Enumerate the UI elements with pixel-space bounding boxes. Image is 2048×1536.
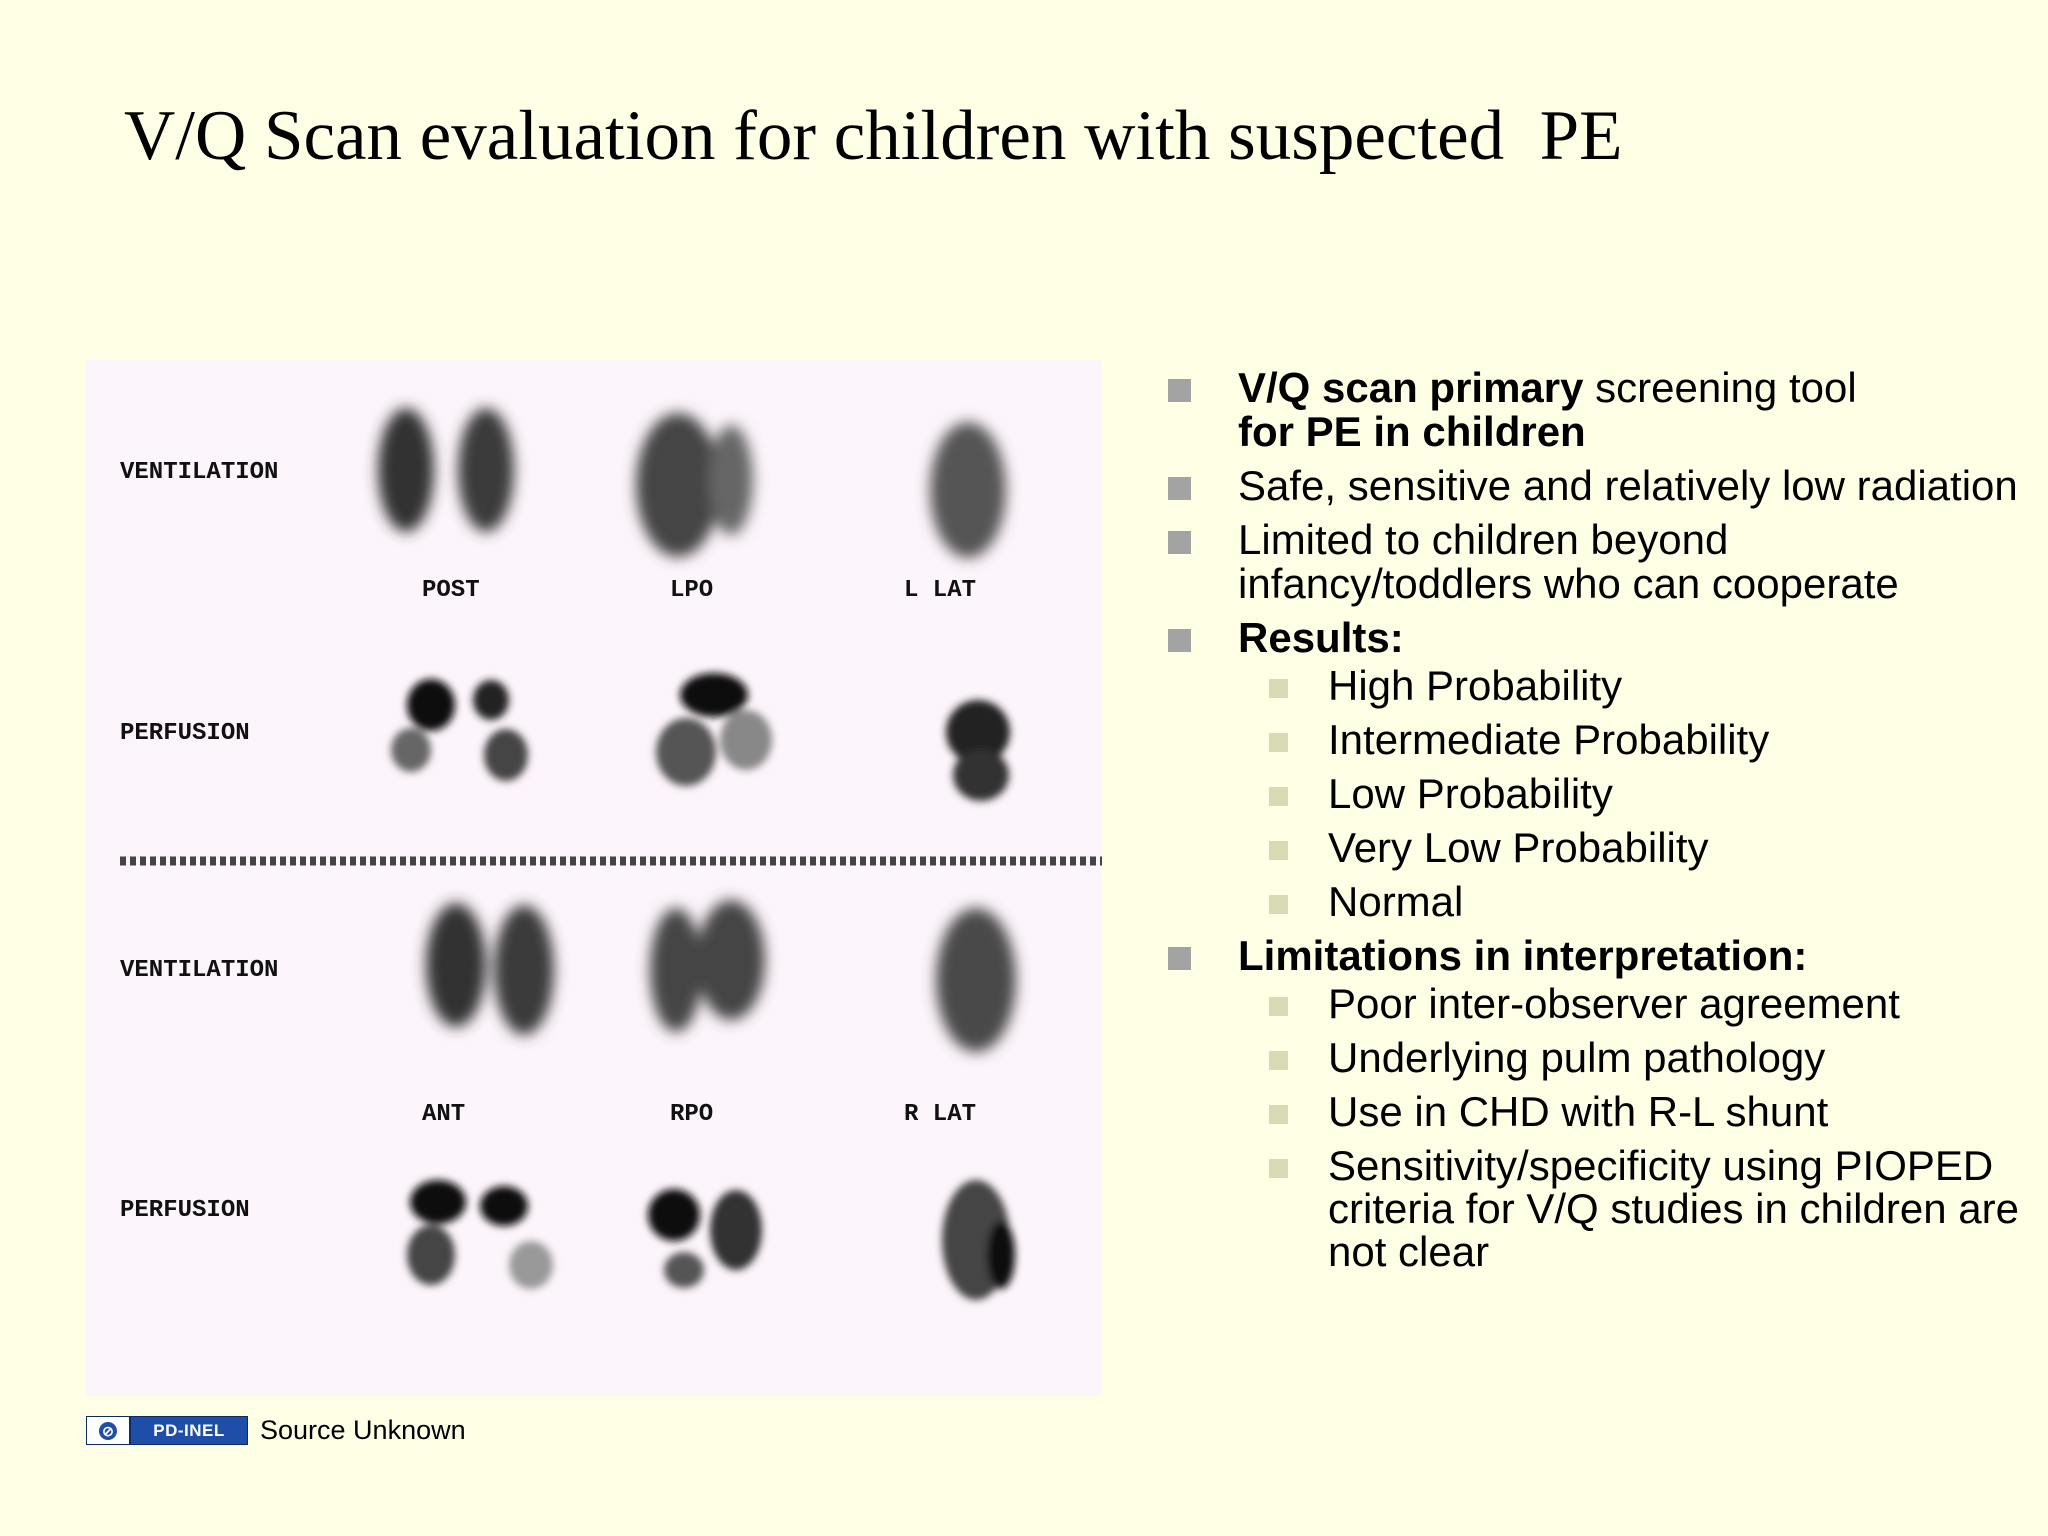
bullet-square-icon <box>1168 947 1191 970</box>
lung-image-vent-post <box>378 408 514 532</box>
row-label-ventilation-2: VENTILATION <box>120 957 279 984</box>
sub-bullet-item <box>1166 982 2026 1026</box>
lung-image-perf-post <box>391 679 528 781</box>
sub-bullet-text: Low Probability <box>1328 770 1613 817</box>
sub-bullet-square-icon <box>1269 1159 1288 1178</box>
sub-bullet-square-icon <box>1269 997 1288 1016</box>
sub-bullet-item <box>1166 718 2026 762</box>
sub-bullet-text: High Probability <box>1328 662 1623 709</box>
sub-bullet-square-icon <box>1269 787 1288 806</box>
sub-bullet-square-icon <box>1269 895 1288 914</box>
bullet-item <box>1166 518 2026 606</box>
view-label-rpo: RPO <box>670 1101 714 1128</box>
view-label-r-lat: R LAT <box>904 1101 977 1128</box>
sub-bullet-item <box>1166 1144 2026 1273</box>
view-label-post: POST <box>422 577 480 604</box>
lung-image-perf-ant <box>407 1180 553 1289</box>
bullet-text: Results: <box>1238 614 1404 661</box>
sub-bullet-item <box>1166 664 2026 708</box>
sub-bullet-square-icon <box>1269 1051 1288 1070</box>
sub-bullet-list <box>1166 664 2026 924</box>
attribution <box>86 1415 466 1446</box>
bullet-text: Limitations in interpretation: <box>1238 932 1808 979</box>
lung-image-vent-lpo <box>636 413 753 557</box>
sub-bullet-item <box>1166 772 2026 816</box>
bullet-bold-text: V/Q scan primary <box>1238 364 1584 411</box>
sub-bullet-square-icon <box>1269 679 1288 698</box>
sub-bullet-text: Sensitivity/specificity using PIOPED criteria for V/Q studies in children are not clear <box>1328 1142 2019 1275</box>
lung-image-vent-llat <box>930 422 1006 558</box>
sub-bullet-square-icon <box>1269 733 1288 752</box>
lung-image-perf-lpo <box>656 673 772 786</box>
row-label-ventilation-1: VENTILATION <box>120 459 279 486</box>
bullet-item <box>1166 464 2026 508</box>
bullet-text: screening tool <box>1583 364 1857 411</box>
sub-bullet-item <box>1166 1090 2026 1134</box>
bullet-text: Limited to children beyond infancy/toddlers who can cooperate <box>1238 516 1899 607</box>
sub-bullet-item <box>1166 1036 2026 1080</box>
source-text: Source Unknown <box>260 1415 466 1445</box>
vq-scan-image <box>86 360 1102 1396</box>
sub-bullet-square-icon <box>1269 841 1288 860</box>
sub-bullet-square-icon <box>1269 1105 1288 1124</box>
bullet-square-icon <box>1168 629 1191 652</box>
lung-image-vent-rlat <box>936 908 1016 1052</box>
license-badge-text: PD-INEL <box>153 1420 225 1440</box>
bullet-square-icon <box>1168 531 1191 554</box>
lung-image-perf-rpo <box>648 1189 762 1288</box>
sub-bullet-text: Intermediate Probability <box>1328 716 1770 763</box>
sub-bullet-text: Underlying pulm pathology <box>1328 1034 1826 1081</box>
row-label-perfusion-2: PERFUSION <box>120 1197 250 1224</box>
lung-image-vent-ant <box>426 903 554 1035</box>
bullet-bold-text: for PE in children <box>1238 408 1586 455</box>
bullet-item <box>1166 616 2026 924</box>
bullet-item <box>1166 366 2026 454</box>
sub-bullet-list <box>1166 982 2026 1273</box>
bullet-text: Safe, sensitive and relatively low radiation <box>1238 462 2018 509</box>
lung-image-perf-rlat <box>942 1180 1015 1300</box>
view-label-l-lat: L LAT <box>904 577 977 604</box>
sub-bullet-text: Normal <box>1328 878 1464 925</box>
license-badge <box>86 1416 248 1445</box>
sub-bullet-item <box>1166 880 2026 924</box>
bullet-square-icon <box>1168 379 1191 402</box>
sub-bullet-text: Poor inter-observer agreement <box>1328 980 1900 1027</box>
sub-bullet-item <box>1166 826 2026 870</box>
sub-bullet-text: Very Low Probability <box>1328 824 1709 871</box>
bullet-list <box>1166 366 2026 1283</box>
view-label-ant: ANT <box>422 1101 466 1128</box>
lung-image-perf-llat <box>946 700 1010 801</box>
view-label-lpo: LPO <box>670 577 714 604</box>
slide-title: V/Q Scan evaluation for children with suspected PE <box>124 97 1623 175</box>
public-domain-icon: ⊘ <box>87 1417 131 1444</box>
bullet-square-icon <box>1168 477 1191 500</box>
sub-bullet-text: Use in CHD with R-L shunt <box>1328 1088 1829 1135</box>
row-label-perfusion-1: PERFUSION <box>120 720 250 747</box>
lung-image-vent-rpo <box>650 900 765 1032</box>
bullet-item <box>1166 934 2026 1273</box>
